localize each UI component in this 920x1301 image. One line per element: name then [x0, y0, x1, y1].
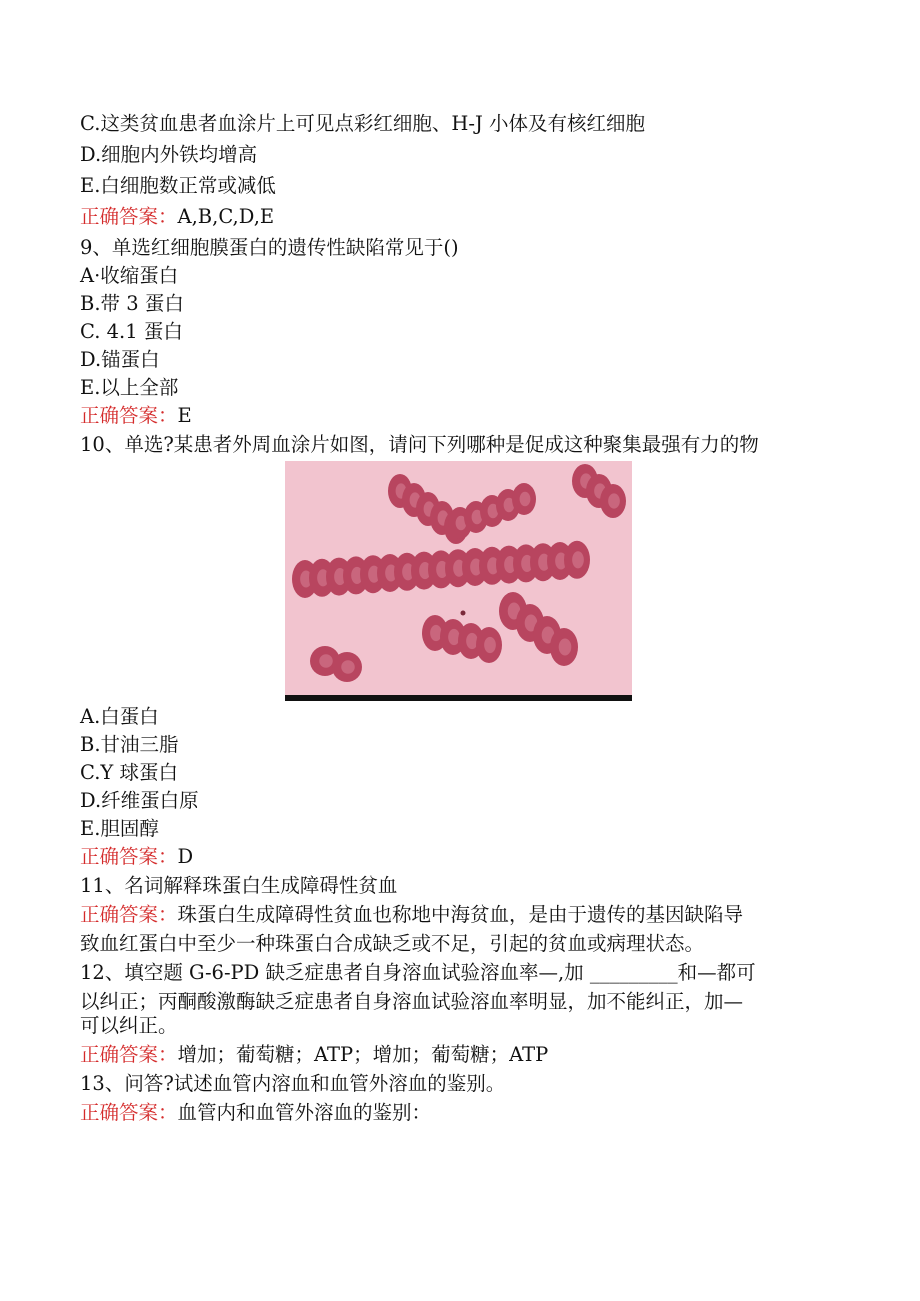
- answer-value: D: [177, 845, 194, 868]
- answer-label: 正确答案：: [80, 1043, 178, 1066]
- answer-q10: [80, 843, 193, 871]
- red-cell-pallor: [520, 492, 531, 506]
- option-a-q10: A.白蛋白: [80, 705, 159, 728]
- red-cell-pallor: [572, 551, 584, 568]
- option-d-q10: D.纤维蛋白原: [80, 789, 199, 812]
- answer-value: 血管内和血管外溶血的鉴别：: [177, 1101, 432, 1124]
- option-c-q8: C.这类贫血患者血涂片上可见点彩红细胞、H-J 小体及有核红细胞: [80, 112, 646, 135]
- option-e-q9: E.以上全部: [80, 376, 179, 399]
- red-cell-pallor: [319, 654, 333, 668]
- question-12: 12、填空题 G-6-PD 缺乏症患者自身溶血试验溶血率—,加 _________和—都可: [80, 961, 756, 984]
- option-a-q9: A·收缩蛋白: [80, 264, 179, 287]
- answer-label: 正确答案：: [80, 404, 178, 427]
- answer-value: A,B,C,D,E: [177, 205, 275, 228]
- option-b-q9: B.带 3 蛋白: [80, 292, 184, 315]
- red-cell-pallor: [559, 638, 572, 655]
- answer-value: E: [177, 404, 192, 427]
- option-d-q9: D.锚蛋白: [80, 348, 160, 371]
- option-c-q9: C. 4.1 蛋白: [80, 320, 183, 343]
- question-10: 10、单选?某患者外周血涂片如图，请问下列哪种是促成这种聚集最强有力的物: [80, 433, 759, 456]
- option-c-q10: C.Y 球蛋白: [80, 761, 178, 784]
- red-cell-pallor: [341, 660, 355, 674]
- answer-value: 增加；葡萄糖；ATP；增加；葡萄糖；ATP: [177, 1043, 549, 1066]
- answer-q13: [80, 1099, 431, 1127]
- red-cell-pallor: [484, 637, 496, 653]
- answer-q9: [80, 402, 192, 430]
- question-13: 13、问答?试述血管内溶血和血管外溶血的鉴别。: [80, 1072, 506, 1095]
- option-d-q8: D.细胞内外铁均增高: [80, 143, 258, 166]
- blood-smear-image: [285, 461, 632, 701]
- answer-q11: [80, 901, 743, 929]
- answer-q12: [80, 1041, 548, 1069]
- answer-value: 珠蛋白生成障碍性贫血也称地中海贫血，是由于遗传的基因缺陷导: [177, 903, 744, 926]
- option-e-q8: E.白细胞数正常或减低: [80, 174, 276, 197]
- option-b-q10: B.甘油三脂: [80, 733, 179, 756]
- question-9: 9、单选红细胞膜蛋白的遗传性缺陷常见于(): [80, 236, 459, 259]
- question-12-continued-2: 可以纠正。: [80, 1014, 178, 1037]
- answer-q8: [80, 203, 274, 231]
- question-12-continued-1: 以纠正；丙酮酸激酶缺乏症患者自身溶血试验溶血率明显，加不能纠正，加—: [80, 990, 744, 1013]
- rouleaux-illustration: [285, 461, 632, 701]
- red-cell-pallor: [608, 493, 620, 508]
- question-11: 11、名词解释珠蛋白生成障碍性贫血: [80, 874, 398, 897]
- answer-label: 正确答案：: [80, 1101, 178, 1124]
- image-bottom-border: [285, 695, 632, 701]
- answer-label: 正确答案：: [80, 845, 178, 868]
- answer-q11-continued: 致血红蛋白中至少一种珠蛋白合成缺乏或不足，引起的贫血或病理状态。: [80, 932, 705, 955]
- answer-label: 正确答案：: [80, 903, 178, 926]
- answer-label: 正确答案：: [80, 205, 178, 228]
- option-e-q10: E.胆固醇: [80, 817, 159, 840]
